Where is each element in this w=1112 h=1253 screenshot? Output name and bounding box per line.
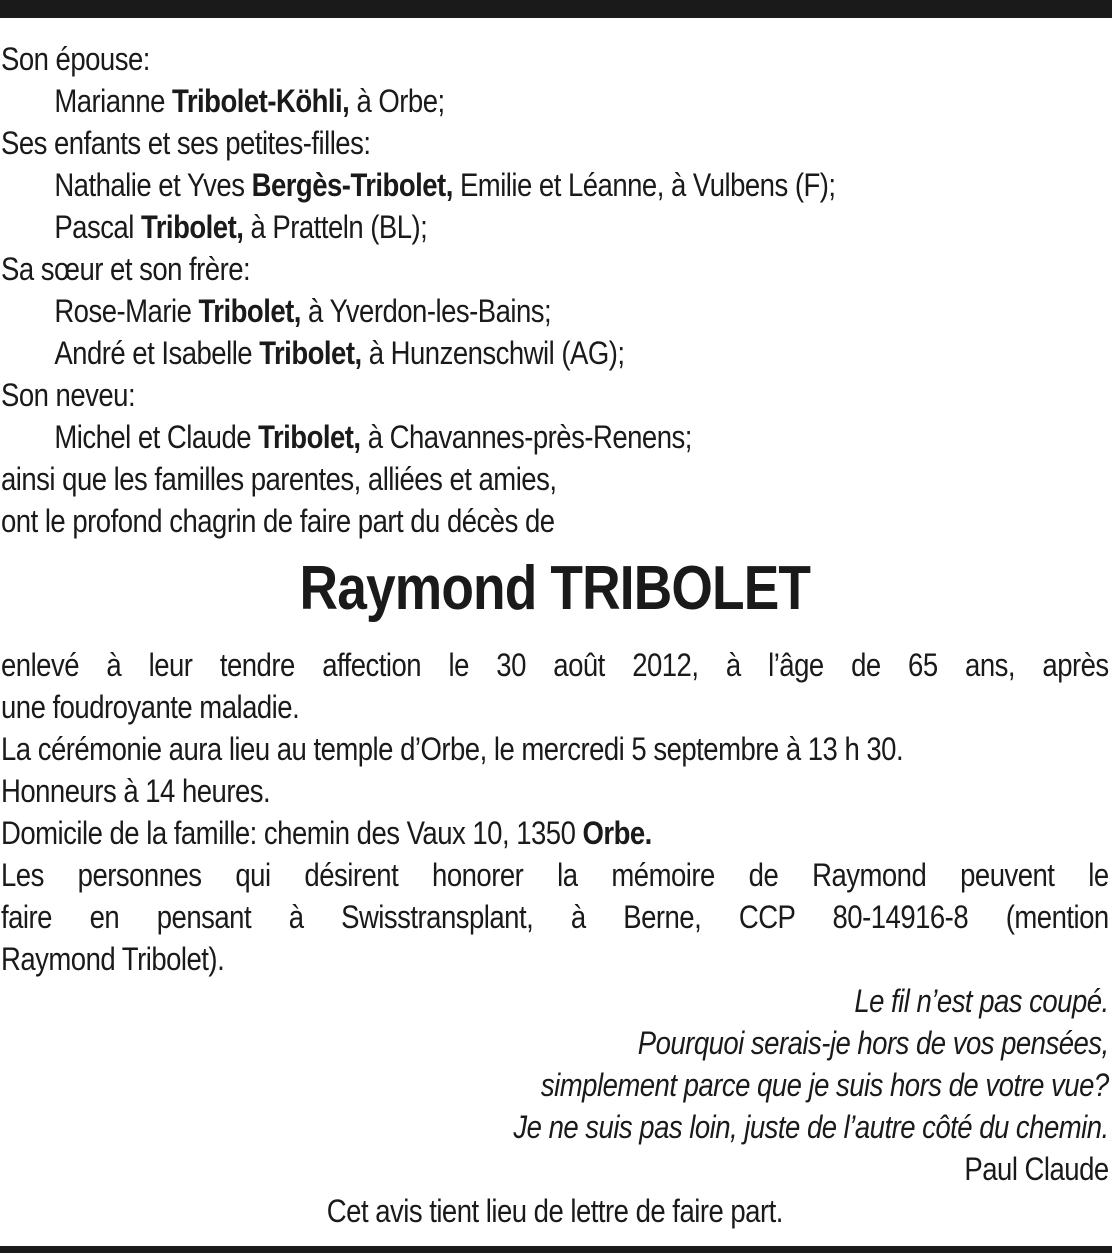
spouse-entry: Marianne Tribolet-Köhli, à Orbe; [54,83,445,119]
bottom-rule [0,1246,1112,1253]
poem-line-2: Pourquoi serais-je hors de vos pensées, [637,1025,1109,1061]
poem-line-3: simplement parce que je suis hors de votre vue? [540,1067,1109,1103]
sibling-entry-2: André et Isabelle Tribolet, à Hunzenschwil (AG); [54,335,625,371]
siblings-heading: Sa sœur et son frère: [1,251,251,287]
child-entry-2: Pascal Tribolet, à Pratteln (BL); [54,209,428,245]
nephew-heading: Son neveu: [1,377,136,413]
death-line-2: une foudroyante maladie. [1,689,300,725]
death-line-1: enlevé à leur tendre affection le 30 août 2012, à l’âge de 65 ans, après [1,647,1109,683]
domicile-line: Domicile de la famille: chemin des Vaux 10, 1350 Orbe. [1,815,652,851]
child-entry-1: Nathalie et Yves Bergès-Tribolet, Emilie et Léanne, à Vulbens (F); [54,167,836,203]
donation-line-3: Raymond Tribolet). [1,941,225,977]
announce-line: ont le profond chagrin de faire part du décès de [1,503,555,539]
ceremony-line: La cérémonie aura lieu au temple d’Orbe, le mercredi 5 septembre à 13 h 30. [1,731,904,767]
closing-line: Cet avis tient lieu de lettre de faire part. [326,1193,783,1229]
honours-line: Honneurs à 14 heures. [1,773,271,809]
spouse-heading: Son épouse: [1,41,150,77]
children-heading: Ses enfants et ses petites-filles: [1,125,371,161]
poem-line-4: Je ne suis pas loin, juste de l’autre côté du chemin. [513,1109,1109,1145]
poem-line-1: Le fil n’est pas coupé. [854,983,1109,1019]
top-rule [0,0,1112,18]
also-line: ainsi que les familles parentes, alliées et amies, [1,461,557,497]
obituary-notice [1,38,1109,1232]
donation-line-1: Les personnes qui désirent honorer la mémoire de Raymond peuvent le [1,857,1109,893]
deceased-name: Raymond TRIBOLET [299,554,811,623]
donation-line-2: faire en pensant à Swisstransplant, à Berne, CCP 80-14916-8 (mention [1,899,1109,935]
sibling-entry-1: Rose-Marie Tribolet, à Yverdon-les-Bains; [54,293,552,329]
poem-author: Paul Claude [964,1151,1109,1187]
nephew-entry: Michel et Claude Tribolet, à Chavannes-près-Renens; [54,419,692,455]
